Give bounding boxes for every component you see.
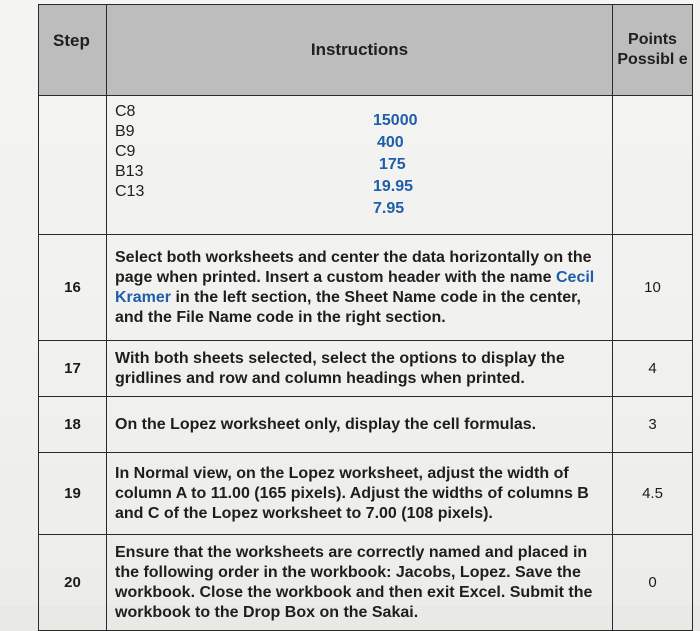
cell-values	[373, 110, 418, 220]
header-instructions: Instructions	[107, 5, 613, 96]
step-number: 17	[39, 341, 107, 397]
instruction-text: In Normal view, on the Lopez worksheet, adjust the width of column A to 11.00 (165 pixels). Adjust the widths of columns B and C of the Lopez worksheet to 7.00 (108 pixels).	[107, 453, 613, 535]
table-header-row	[39, 5, 693, 96]
cell-ref: B13	[115, 163, 144, 180]
cell-value: 15000	[373, 112, 418, 129]
step-number: 20	[39, 535, 107, 631]
step-cell	[39, 96, 107, 235]
instruction-text: On the Lopez worksheet only, display the cell formulas.	[107, 397, 613, 453]
table-row	[39, 397, 693, 453]
step-number: 16	[39, 235, 107, 341]
cell-ref: C8	[115, 103, 136, 120]
table-row	[39, 535, 693, 631]
instruction-text	[107, 235, 613, 341]
table-row	[39, 453, 693, 535]
instruction-highlight: Cecil Kramer	[115, 268, 595, 306]
cell-value: 400	[377, 134, 404, 151]
instruction-text: Ensure that the worksheets are correctly named and placed in the following order in the workbook: Jacobs, Lopez. Save the workbook. Close the workbook and then exit Excel. Submit the workbook to the Drop Box on the Sakai.	[107, 535, 613, 631]
table-row	[39, 235, 693, 341]
cell-ref: C9	[115, 143, 136, 160]
cell-value: 19.95	[373, 178, 414, 195]
points-value: 0	[613, 535, 693, 631]
step-number: 19	[39, 453, 107, 535]
step-number: 18	[39, 397, 107, 453]
cell-ref: C13	[115, 183, 145, 200]
points-cell	[613, 96, 693, 235]
table-row	[39, 96, 693, 235]
table-row	[39, 341, 693, 397]
cell-value: 7.95	[373, 200, 405, 217]
instruction-part: Select both worksheets and center the data horizontally on the page when printed. Insert a custom header with the name	[115, 248, 592, 286]
header-points: Points Possibl e	[613, 5, 693, 96]
header-step: Step	[39, 5, 107, 96]
points-value: 3	[613, 397, 693, 453]
points-value: 4	[613, 341, 693, 397]
cell-ref: B9	[115, 123, 135, 140]
instruction-cell	[107, 96, 613, 235]
cell-value: 175	[379, 156, 406, 173]
cell-value-list	[115, 100, 606, 230]
points-value: 4.5	[613, 453, 693, 535]
instructions-table	[38, 4, 693, 631]
instruction-part: in the left section, the Sheet Name code in the center, and the File Name code in the right section.	[115, 288, 581, 326]
points-value: 10	[613, 235, 693, 341]
instruction-text: With both sheets selected, select the options to display the gridlines and row and column headings when printed.	[107, 341, 613, 397]
cell-references	[115, 100, 144, 230]
